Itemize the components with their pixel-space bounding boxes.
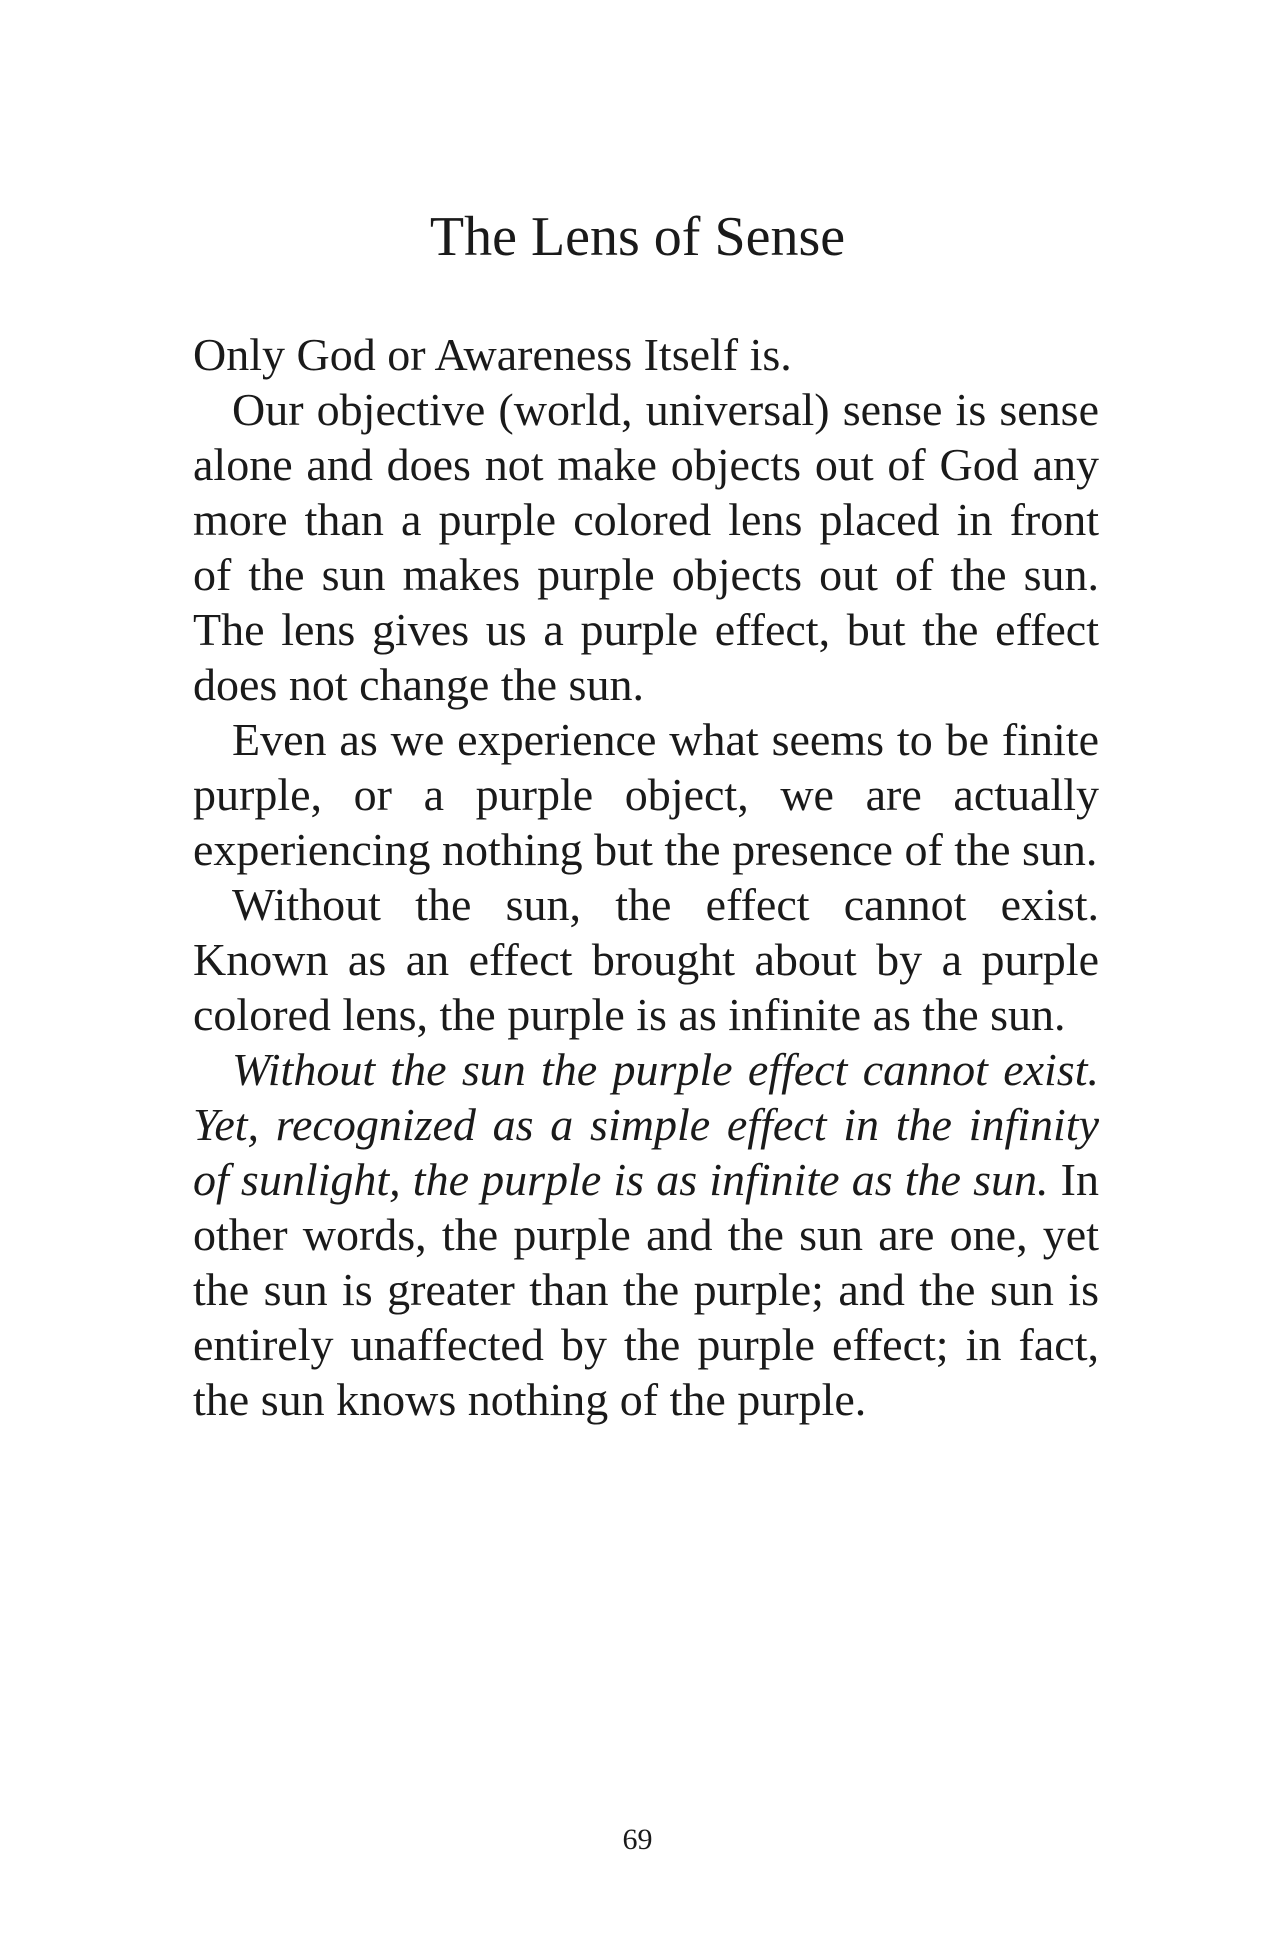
body-text xyxy=(193,327,1099,1427)
paragraph-3: Even as we experience what seems to be finite purple, or a purple object, we are actually experiencing nothing but the presence of the sun. xyxy=(193,714,1099,875)
paragraph-5 xyxy=(193,1042,1099,1427)
paragraph-2: Our objective (world, universal) sense is sense alone and does not make objects out of God any more than a purple colored lens placed in front of the sun makes purple objects out of the sun. The lens gives us a purple effect, but the effect does not change the sun. xyxy=(193,384,1099,710)
paragraph-4: Without the sun, the effect cannot exist. Known as an effect brought about by a purple colored lens, the purple is as infinite as the sun. xyxy=(193,879,1099,1040)
page-number: 69 xyxy=(622,1823,653,1856)
paragraph-5-italic: Without the sun the purple effect cannot exist. Yet, recognized as a simple effect in the infinity of sunlight, the purple is as infinite as the sun. xyxy=(193,1044,1099,1205)
chapter-title: The Lens of Sense xyxy=(429,206,846,268)
paragraph-5-roman: In other words, the purple and the sun are one, yet the sun is greater than the purple; and the sun is entirely unaffected by the purple effect; in fact, the sun knows nothing of the purple. xyxy=(193,1154,1099,1425)
paragraph-1: Only God or Awareness Itself is. xyxy=(193,329,792,380)
